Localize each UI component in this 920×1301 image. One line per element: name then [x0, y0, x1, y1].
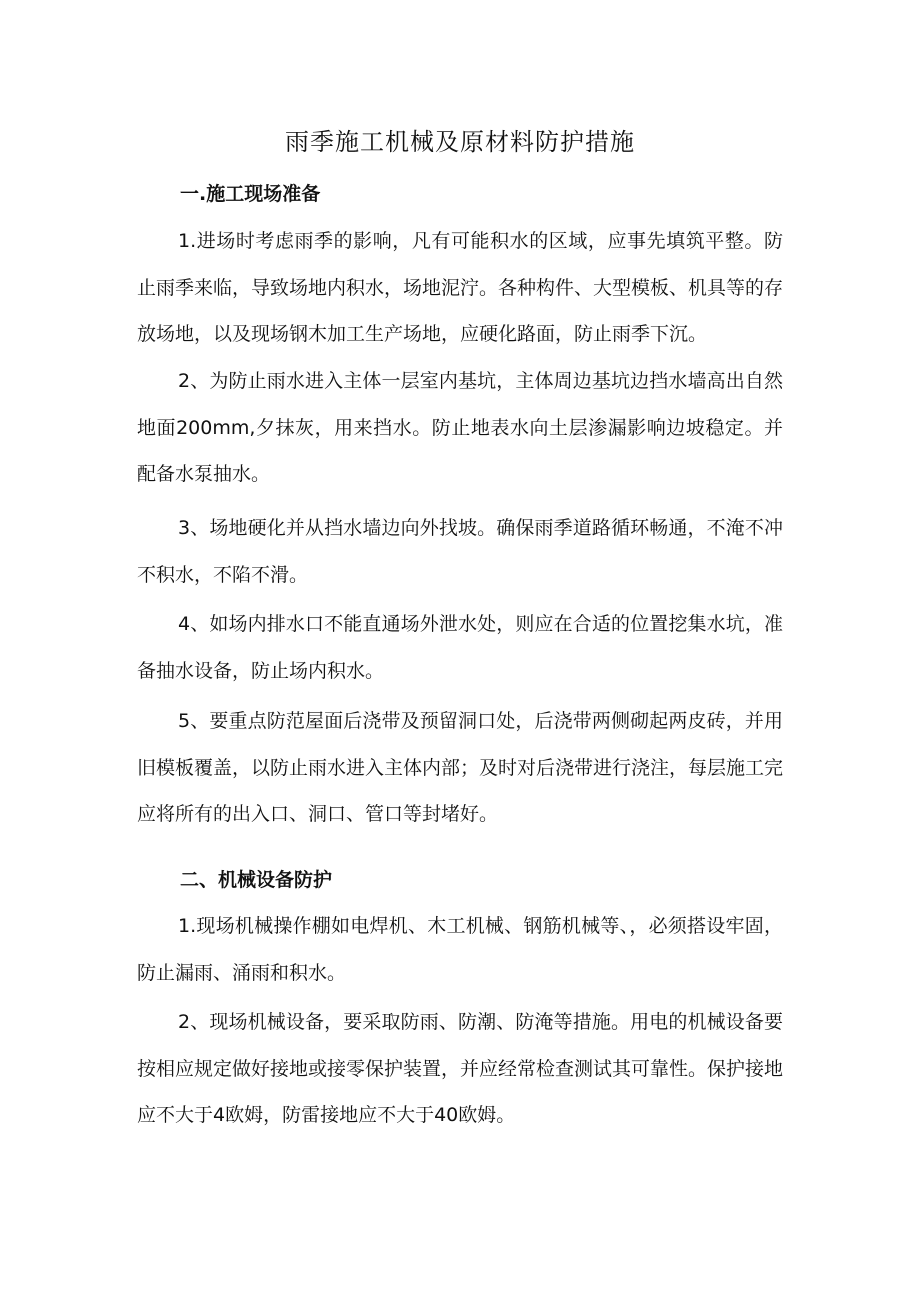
paragraph-site-2: 2、为防止雨水进入主体一层室内基坑，主体周边基坑边挡水墙高出自然地面200mm,夕抹灰，用来挡水。防止地表水向土层渗漏影响边坡稳定。并配备水泵抽水。	[137, 370, 783, 486]
section-heading-site-preparation: 一.施工现场准备	[180, 183, 321, 205]
paragraph-site-5: 5、要重点防范屋面后浇带及预留洞口处，后浇带两侧砌起两皮砖，并用旧模板覆盖，以防止雨水进入主体内部；及时对后浇带进行浇注，每层施工完应将所有的出入口、洞口、管口等封堵好。	[137, 710, 784, 826]
paragraph-equipment-1: 1.现场机械操作棚如电焊机、木工机械、钢筋机械等、，必须搭设牢固，防止漏雨、涌雨和积水。	[137, 915, 783, 984]
section-heading-equipment-protection: 二、机械设备防护	[180, 869, 333, 891]
paragraph-site-1: 1.进场时考虑雨季的影响，凡有可能积水的区域，应事先填筑平整。防止雨季来临，导致场地内积水，场地泥泞。各种构件、大型模板、机具等的存放场地，以及现场钢木加工生产场地，应硬化路面，防止雨季下沉。	[137, 230, 784, 346]
paragraph-equipment-2: 2、现场机械设备，要采取防雨、防潮、防淹等措施。用电的机械设备要按相应规定做好接地或接零保护装置，并应经常检查测试其可靠性。保护接地应不大于4欧姆，防雷接地应不大于40欧姆。	[137, 1011, 784, 1127]
paragraph-site-4: 4、如场内排水口不能直通场外泄水处，则应在合适的位置挖集水坑，准备抽水设备，防止场内积水。	[137, 613, 783, 682]
paragraph-site-3: 3、场地硬化并从挡水墙边向外找坡。确保雨季道路循环畅通，不淹不冲不积水，不陷不滑。	[137, 517, 783, 586]
document-title: 雨季施工机械及原材料防护措施	[285, 128, 635, 156]
